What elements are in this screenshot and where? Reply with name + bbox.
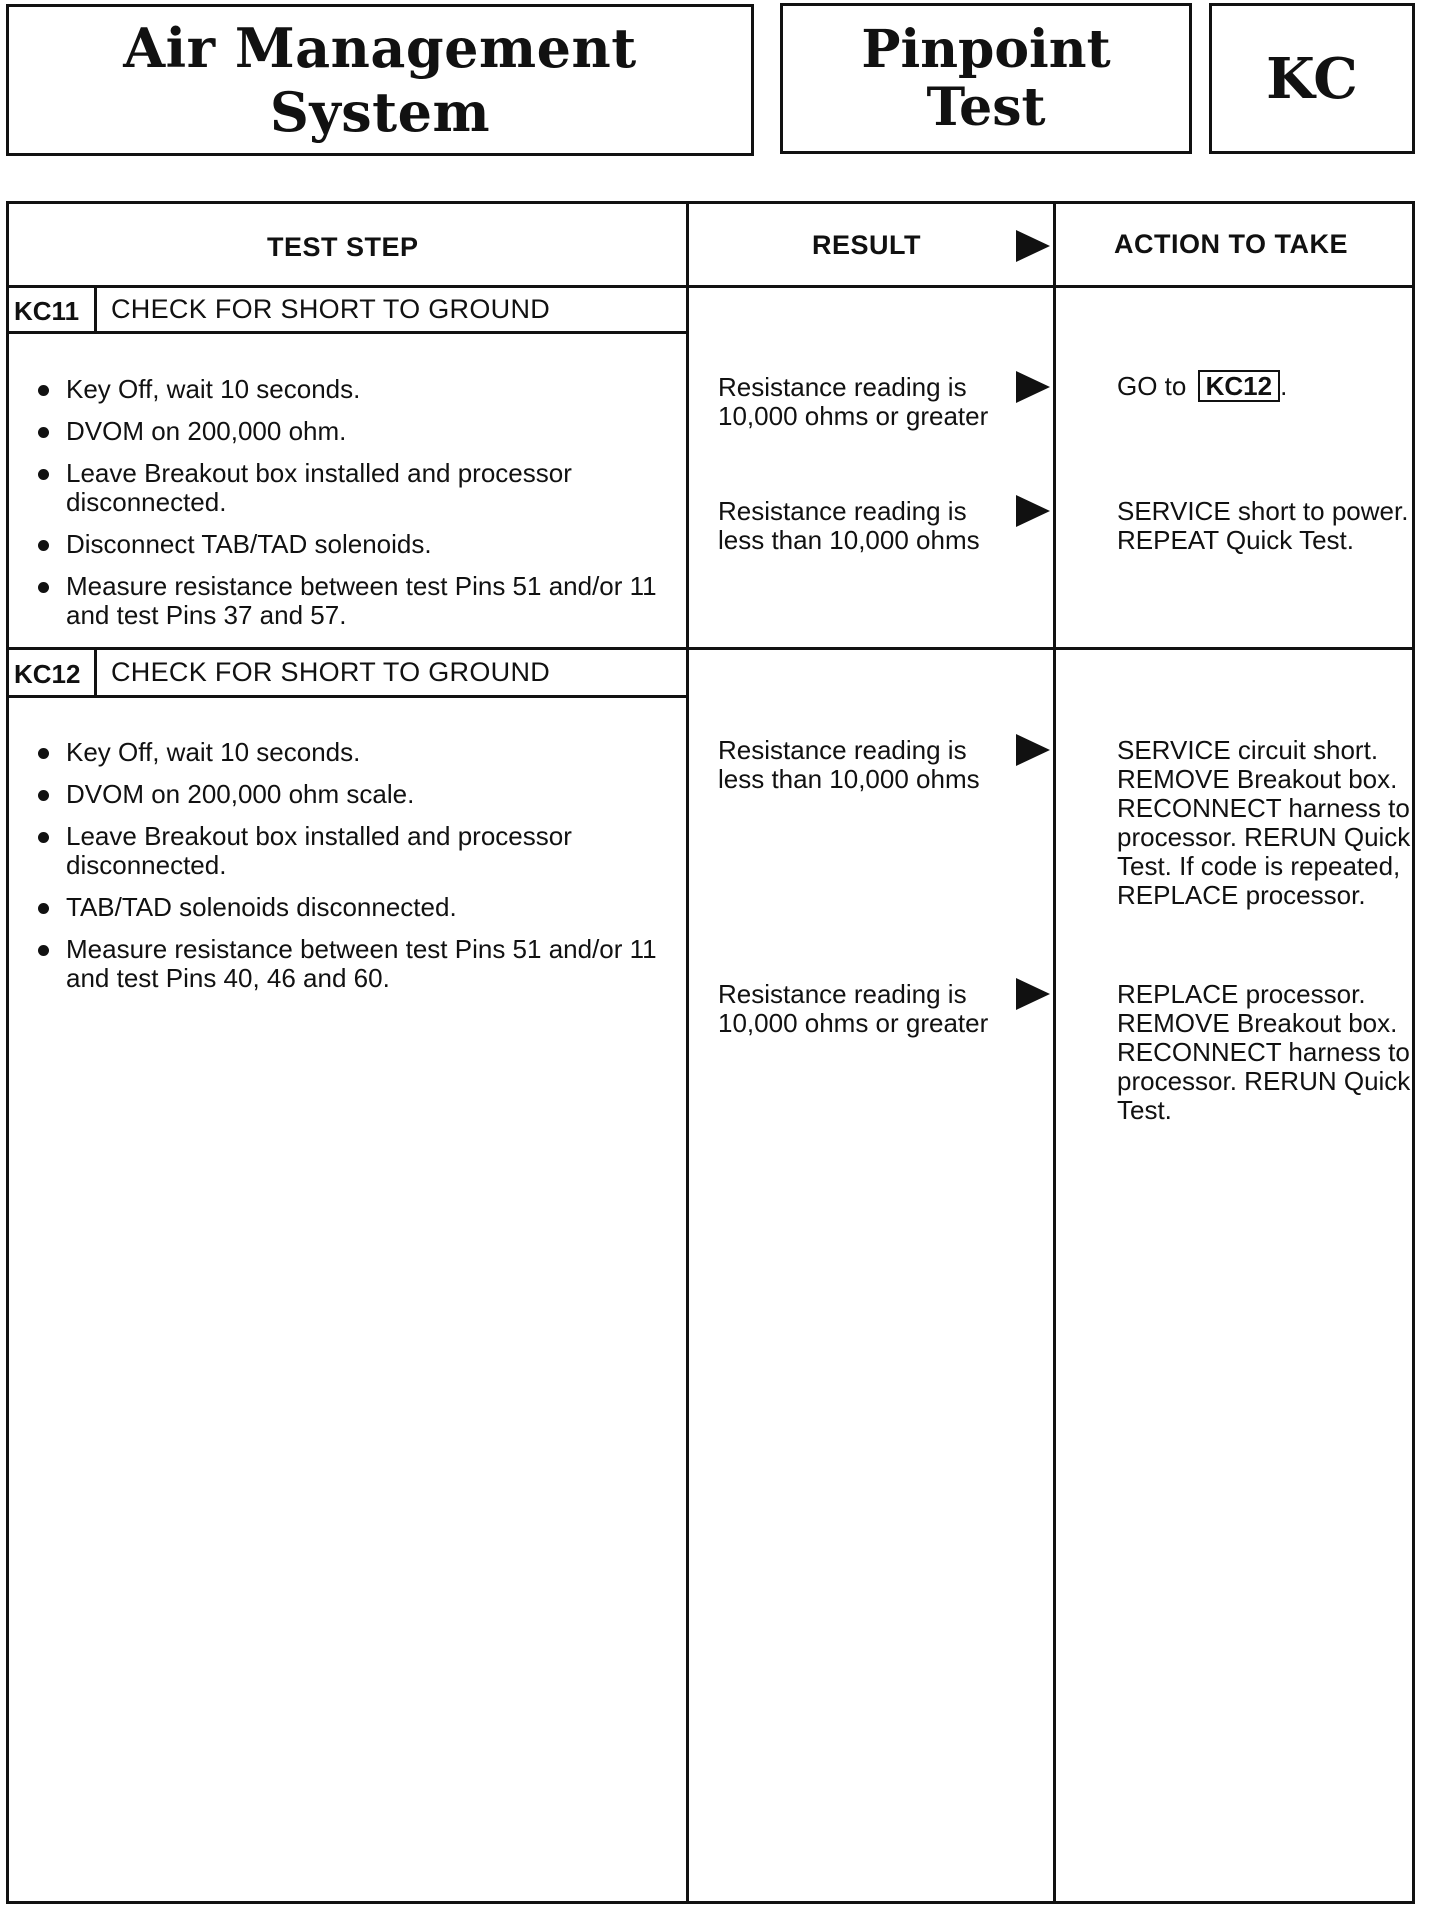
step-code-divider [94, 650, 97, 696]
test-type-line-2: Test [926, 76, 1046, 138]
instruction-item: Leave Breakout box installed and processor disconnected. [36, 459, 676, 517]
column-divider-1 [686, 202, 689, 1904]
instruction-item: Leave Breakout box installed and processor disconnected. [36, 822, 676, 880]
document-title [6, 4, 754, 156]
step-title: CHECK FOR SHORT TO GROUND [111, 657, 551, 687]
instruction-item: TAB/TAD solenoids disconnected. [36, 893, 676, 922]
column-header-action: ACTION TO TAKE [1114, 229, 1348, 259]
header-row-divider [6, 285, 1415, 288]
document-title-text: Air Management System [123, 16, 637, 144]
step-code: KC12 [14, 659, 81, 689]
result-text: Resistance reading is less than 10,000 ohms [718, 496, 980, 555]
result-arrow-icon [1016, 495, 1050, 527]
test-type-box [780, 3, 1192, 154]
instruction-item: Key Off, wait 10 seconds. [36, 738, 676, 767]
step-title-underline [6, 695, 689, 698]
action-text: REPLACE processor. REMOVE Breakout box. RECONNECT harness to processor. RERUN Quick Test. [1117, 979, 1411, 1125]
action-goto-suffix: . [1280, 371, 1288, 401]
instruction-item: Measure resistance between test Pins 51 and/or 11 and test Pins 37 and 57. [36, 572, 676, 630]
instruction-item: DVOM on 200,000 ohm scale. [36, 780, 676, 809]
column-header-result: RESULT [812, 230, 921, 260]
column-divider-2 [1053, 202, 1056, 1904]
action-goto-label: GO to [1117, 371, 1187, 401]
result-arrow-icon [1016, 371, 1050, 403]
step-title-underline [6, 331, 689, 334]
action-text: SERVICE short to power. REPEAT Quick Test. [1117, 496, 1409, 555]
instruction-item: Disconnect TAB/TAD solenoids. [36, 530, 676, 559]
step-instructions [36, 738, 676, 993]
instruction-item: DVOM on 200,000 ohm. [36, 417, 676, 446]
result-text: Resistance reading is 10,000 ohms or greater [718, 372, 989, 431]
action-text: SERVICE circuit short. REMOVE Breakout box. RECONNECT harness to processor. RERUN Quick Test. If code is repeated, REPLACE processor. [1117, 735, 1411, 910]
action-text [1117, 370, 1413, 402]
result-arrow-icon [1016, 734, 1050, 766]
result-text: Resistance reading is less than 10,000 ohms [718, 735, 980, 794]
result-arrow-icon [1016, 230, 1050, 262]
test-code-box [1209, 3, 1415, 154]
test-code: KC [1266, 45, 1358, 112]
result-text: Resistance reading is 10,000 ohms or greater [718, 979, 989, 1038]
instruction-item: Key Off, wait 10 seconds. [36, 375, 676, 404]
step-divider [6, 647, 1415, 650]
instruction-item: Measure resistance between test Pins 51 and/or 11 and test Pins 40, 46 and 60. [36, 935, 676, 993]
goto-step-link[interactable]: KC12 [1198, 370, 1280, 402]
test-type-line-1: Pinpoint [861, 18, 1111, 80]
step-instructions [36, 375, 676, 630]
step-title: CHECK FOR SHORT TO GROUND [111, 294, 551, 324]
column-header-test-step: TEST STEP [267, 232, 419, 262]
result-arrow-icon [1016, 978, 1050, 1010]
step-code: KC11 [14, 296, 80, 326]
step-code-divider [94, 287, 97, 332]
